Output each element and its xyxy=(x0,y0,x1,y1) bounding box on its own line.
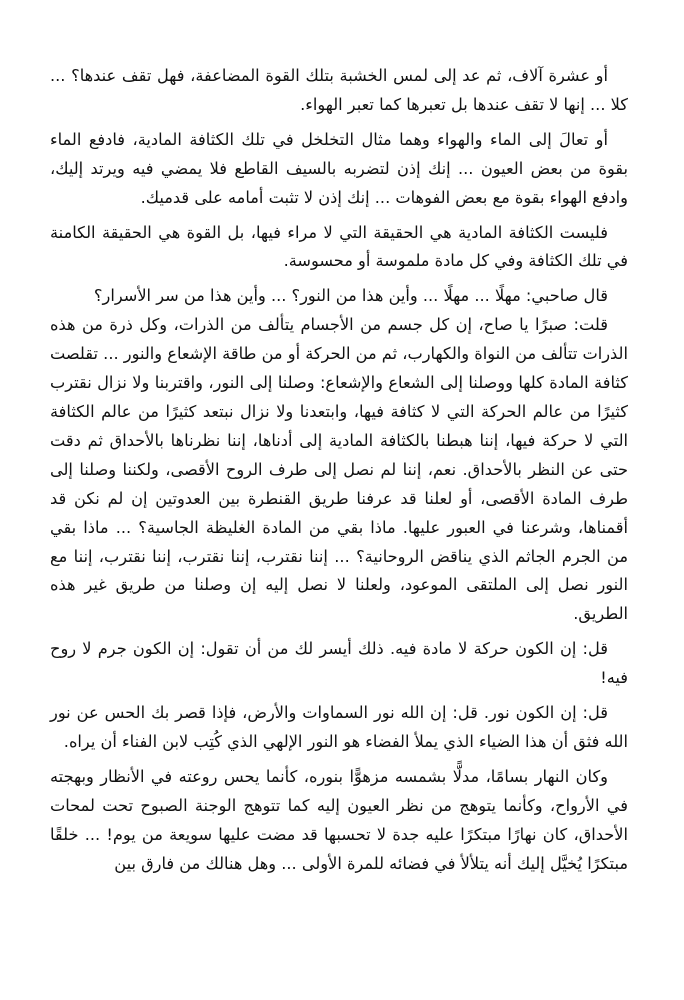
paragraph: قلت: صبرًا يا صاح، إن كل جسم من الأجسام يتألف من الذرات، وكل ذرة من هذه الذرات تتألف من النواة والكهارب، ثم من الحركة أو من طاقة الإشعاع والنور ... تقلصت كثافة المادة كلها ووصلنا إلى الشعاع والإشعاع: وصلنا إلى النور، واقتربنا ولا نزال نقترب كثيرًا من عالم الحركة التي لا كثافة فيها، وابتعدنا ولا نزال نبتعد كثيرًا من عالم الكثافة التي لا حركة فيها، إننا هبطنا بالكثافة المادية إلى أدناها، إننا نظرناها بالأحداق ثم دقت حتى عن النظر بالأحداق. نعم، إننا لم نصل إلى طرف الروح الأقصى، ولكننا وصلنا إلى طرف المادة الأقصى، أو لعلنا قد عرفنا طريق القنطرة بين العدوتين إن لم نكن قد أقمناها، وشرعنا في العبور عليها. ماذا بقي من المادة الغليظة الجاسية؟ ... ماذا بقي من الجرم الجاثم الذي يناقض الروحانية؟ ... إننا نقترب، إننا نقترب، إننا نقترب، إننا مع النور نصل إلى الملتقى الموعود، ولعلنا لا نصل إليه إن وصلنا من طريق غير هذه الطريق. xyxy=(50,315,628,624)
paragraph: فليست الكثافة المادية هي الحقيقة التي لا مراء فيها، بل القوة هي الحقيقة الكامنة في تلك الكثافة وفي كل مادة ملموسة أو محسوسة. xyxy=(50,222,628,271)
paragraph: وكان النهار بسامًا، مدلًّا بشمسه مزهوًّا بنوره، كأنما يحس روعته في الأنظار وبهجته في الأرواح، وكأنما يتوهج من نظر العيون إليه كما تتوهج الوجنة الصبوح تحت لمحات الأحداق، كان نهارًا مبتكرًا عليه جدة لا تحسبها قد مضت عليها سويعة من يوم! ... خلقًا مبتكرًا يُخيَّل إليك أنه يتلألأ في فضائه للمرة الأولى ... وهل هنالك من فارق بين xyxy=(50,766,628,873)
paragraph: أو تعالَ إلى الماء والهواء وهما مثال التخلخل في تلك الكثافة المادية، فادفع الماء بقوة من بعض العيون ... إنك إذن لتضربه بالسيف القاطع فلا يمضي فيه ويرتد إليك، وادفع الهواء بقوة مع بعض الفوهات ... إنك إذن لا تثبت أمامه على قدميك. xyxy=(50,129,628,207)
paragraph: قال صاحبي: مهلًا ... مهلًا ... وأين هذا من النور؟ ... وأين هذا من سر الأسرار؟ xyxy=(93,286,608,306)
book-page xyxy=(50,62,628,878)
paragraph: أو عشرة آلاف، ثم عد إلى لمس الخشبة بتلك القوة المضاعفة، فهل تقف عندها؟ ... كلا ... إنها لا تقف عندها بل تعبرها كما تعبر الهواء. xyxy=(50,66,628,114)
paragraph: قل: إن الكون حركة لا مادة فيه. ذلك أيسر لك من أن تقول: إن الكون جرم لا روح فيه! xyxy=(50,639,628,688)
paragraph: قل: إن الكون نور. قل: إن الله نور السماوات والأرض، فإذا قصر بك الحس عن نور الله فثق أن هذا الضياء الذي يملأ الفضاء هو النور الإلهي الذي كُتِب لابن الفناء أن يراه. xyxy=(50,703,628,751)
